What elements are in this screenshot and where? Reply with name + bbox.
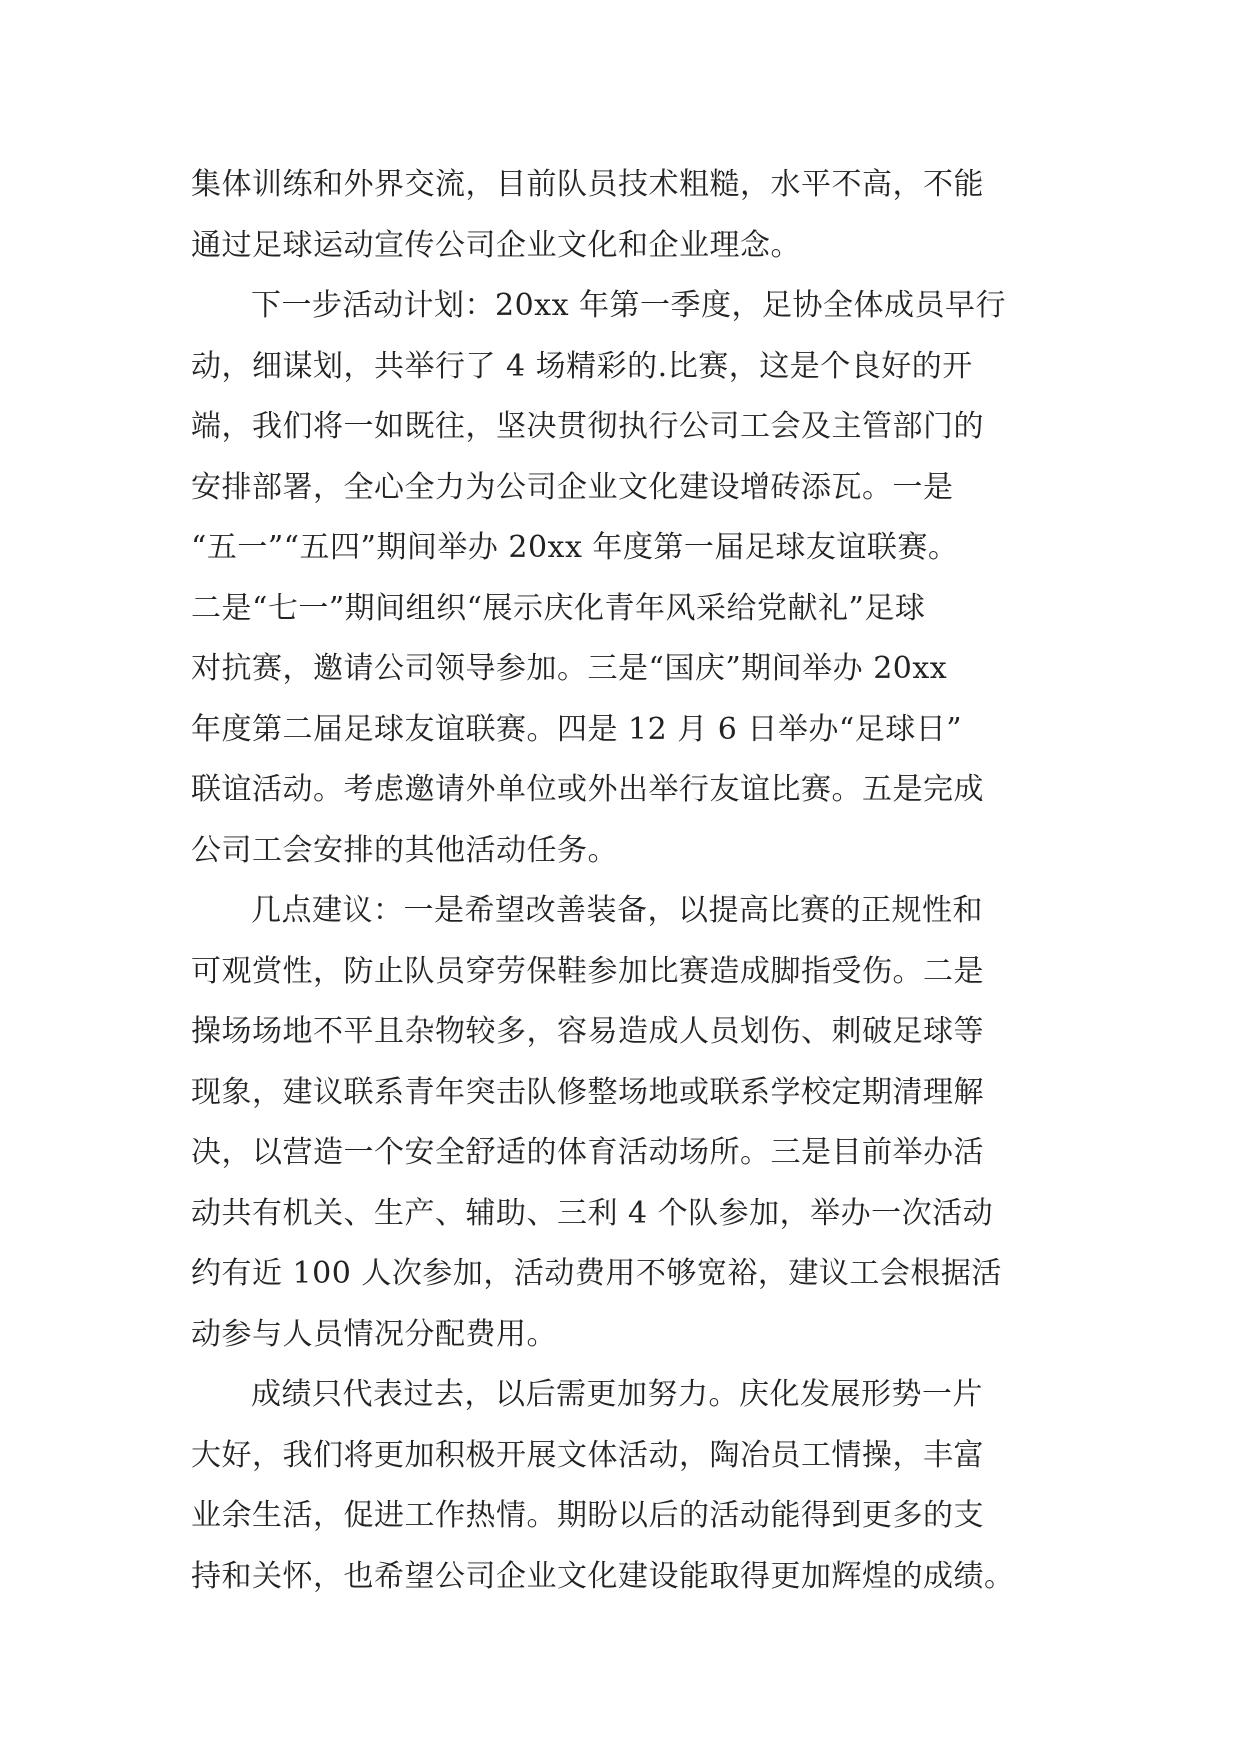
text-line: 约有近 100 人次参加，活动费用不够宽裕，建议工会根据活 [191, 1256, 1002, 1291]
text-line: 动共有机关、生产、辅助、三利 4 个队参加，举办一次活动 [191, 1195, 994, 1231]
text-line: “五一”“五四”期间举办 20xx 年度第一届足球友谊联赛。 [191, 530, 959, 565]
text-line: 大好，我们将更加积极开展文体活动，陶冶员工情操，丰富 [191, 1437, 984, 1473]
text-line: 动参与人员情况分配费用。 [191, 1316, 557, 1352]
text-line: 安排部署，全心全力为公司企业文化建设增砖添瓦。一是 [191, 469, 954, 505]
text-line: 操场场地不平且杂物较多，容易造成人员划伤、刺破足球等 [191, 1014, 984, 1049]
paragraph-start-line: 下一步活动计划：20xx 年第一季度，足协全体成员早行 [251, 288, 1007, 323]
paragraph-start-line: 几点建议：一是希望改善装备，以提高比赛的正规性和 [251, 893, 983, 928]
text-line: 集体训练和外界交流，目前队员技术粗糙，水平不高，不能 [191, 167, 984, 202]
document-body [191, 155, 1051, 1607]
text-line: 端，我们将一如既往，坚决贯彻执行公司工会及主管部门的 [191, 409, 984, 444]
text-line: 决，以营造一个安全舒适的体育活动场所。三是目前举办活 [191, 1135, 984, 1170]
text-line: 联谊活动。考虑邀请外单位或外出举行友谊比赛。五是完成 [191, 772, 984, 807]
paragraph-start-line: 成绩只代表过去，以后需更加努力。庆化发展形势一片 [251, 1377, 983, 1412]
text-line: 可观赏性，防止队员穿劳保鞋参加比赛造成脚指受伤。二是 [191, 953, 984, 989]
text-line: 业余生活，促进工作热情。期盼以后的活动能得到更多的支 [191, 1498, 984, 1533]
text-line: 年度第二届足球友谊联赛。四是 12 月 6 日举办“足球日” [191, 711, 963, 747]
text-line: 对抗赛，邀请公司领导参加。三是“国庆”期间举办 20xx [191, 651, 948, 686]
text-line: 动，细谋划，共举行了 4 场精彩的.比赛，这是个良好的开 [191, 348, 973, 384]
text-line: 持和关怀，也希望公司企业文化建设能取得更加辉煌的成绩。 [191, 1558, 1015, 1594]
text-line: 通过足球运动宣传公司企业文化和企业理念。 [191, 227, 801, 263]
text-line: 公司工会安排的其他活动任务。 [191, 832, 618, 868]
text-line: 二是“七一”期间组织“展示庆化青年风采给党献礼”足球 [191, 590, 926, 626]
text-line: 现象，建议联系青年突击队修整场地或联系学校定期清理解 [191, 1074, 984, 1110]
